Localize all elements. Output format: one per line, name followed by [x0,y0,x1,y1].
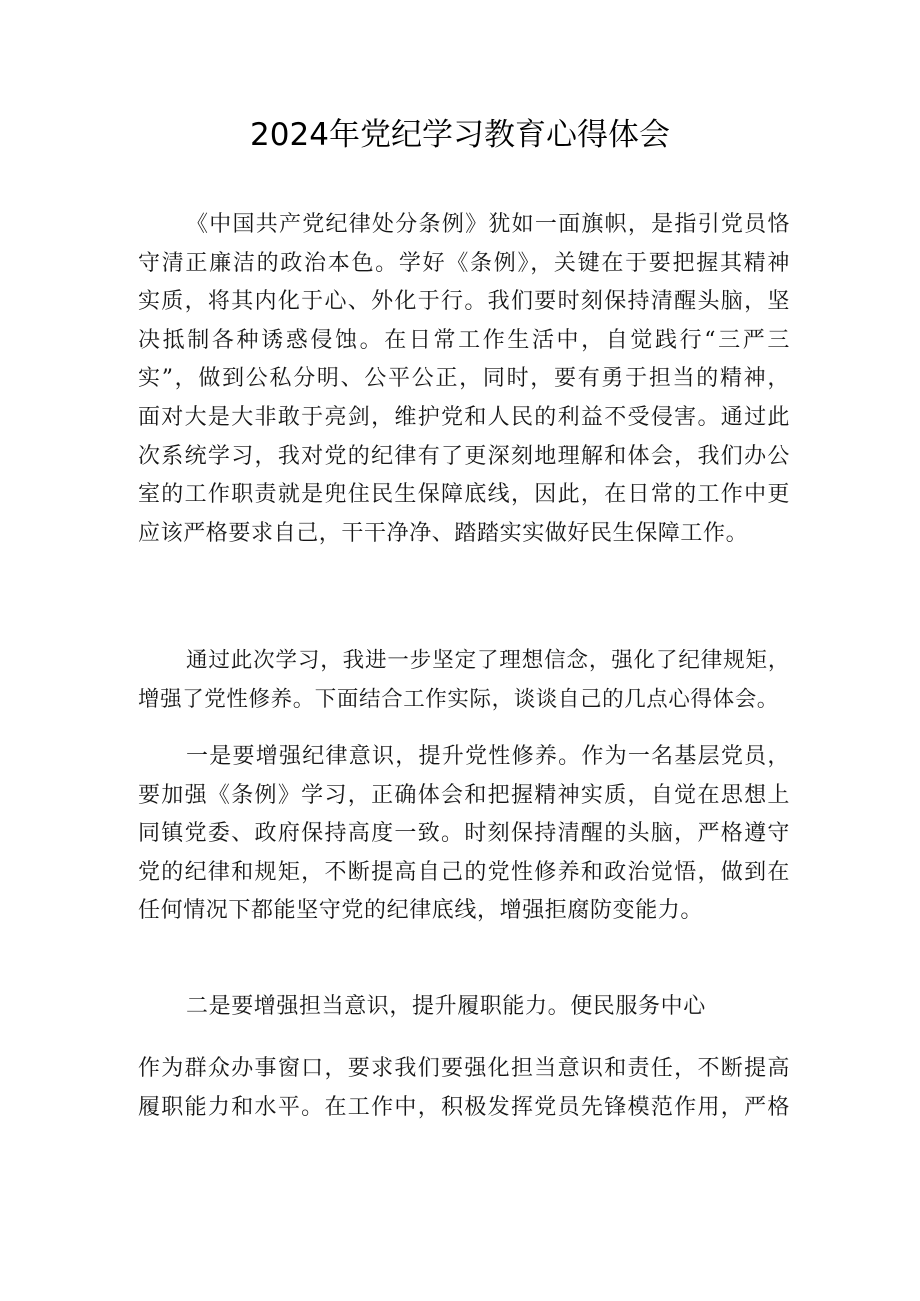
paragraph-2 [138,642,790,719]
text-line: 决抵制各种诱惑侵蚀。在日常工作生活中，自觉践行“三严三 [138,327,790,353]
text-line: 次系统学习，我对党的纪律有了更深刻地理解和体会，我们办公 [138,443,790,469]
text-line: 实质，将其内化于心、外化于行。我们要时刻保持清醒头脑，坚 [138,289,790,315]
text-line: 一是要增强纪律意识，提升党性修养。作为一名基层党员， [186,744,790,769]
paragraph-1 [138,206,790,553]
text-line: 实”，做到公私分明、公平公正，同时，要有勇于担当的精神， [138,366,790,392]
text-line: 增强了党性修养。下面结合工作实际，谈谈自己的几点心得体会。 [138,686,779,712]
text-line: 履职能力和水平。在工作中，积极发挥党员先锋模范作用，严格 [138,1094,790,1120]
text-line: 同镇党委、政府保持高度一致。时刻保持清醒的头脑，严格遵守 [138,821,790,847]
text-line: 室的工作职责就是兜住民生保障底线，因此，在日常的工作中更 [138,482,790,508]
text-line: 二是要增强担当意识，提升履职能力。便民服务中心 [186,994,706,1019]
paragraph-5 [138,1050,790,1127]
text-line: 党的纪律和规矩，不断提高自己的党性修养和政治觉悟，做到在 [138,859,790,885]
text-line: 守清正廉洁的政治本色。学好《条例》，关键在于要把握其精神 [138,250,790,276]
text-line: 要加强《条例》学习，正确体会和把握精神实质，自觉在思想上 [138,782,790,808]
paragraph-3 [138,738,790,931]
text-line: 面对大是大非敢于亮剑，维护党和人民的利益不受侵害。通过此 [138,404,790,430]
text-line: 应该严格要求自己，干干净净、踏踏实实做好民生保障工作。 [138,520,749,546]
text-line: 作为群众办事窗口，要求我们要强化担当意识和责任，不断提高 [138,1056,790,1081]
text-line: 通过此次学习，我进一步坚定了理想信念，强化了纪律规矩， [186,648,790,673]
text-line: 任何情况下都能坚守党的纪律底线，增强拒腐防变能力。 [138,898,704,924]
text-line: 《中国共产党纪律处分条例》犹如一面旗帜，是指引党员恪 [186,212,790,237]
document-title: 2024年党纪学习教育心得体会 [250,117,670,153]
paragraph-4 [138,988,790,1027]
